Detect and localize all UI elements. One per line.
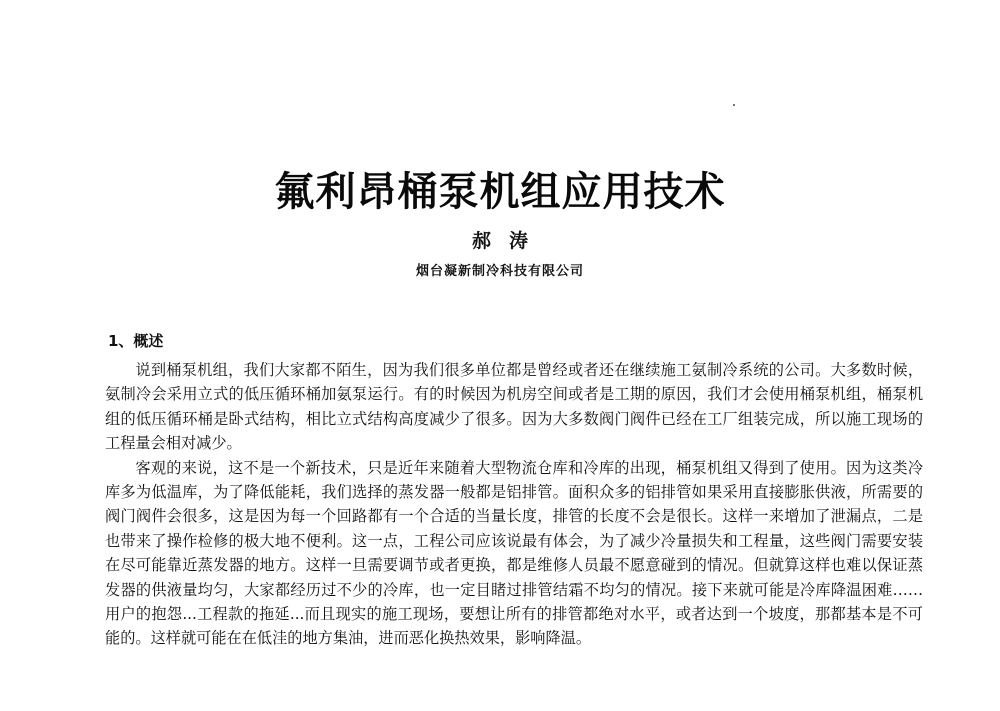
article-title: 氟利昂桶泵机组应用技术	[274, 169, 726, 215]
section-body	[105, 358, 923, 651]
author-affiliation: 烟台凝新制冷科技有限公司	[415, 264, 584, 279]
article-author: 郝涛	[471, 230, 546, 252]
section-heading: 1、概述	[108, 332, 164, 350]
paragraph: 说到桶泵机组，我们大家都不陌生，因为我们很多单位都是曾经或者还在继续施工氨制冷系统的公司。大多数时候，氨制冷会采用立式的低压循环桶加氨泵运行。有的时候因为机房空间或者是工期的原因，我们才会使用桶泵机组，桶泵机组的低压循环桶是卧式结构，相比立式结构高度减少了很多。因为大多数阀门阀件已经在工厂组装完成，所以施工现场的工程量会相对减少。	[105, 361, 923, 453]
paragraph: 客观的来说，这不是一个新技术，只是近年来随着大型物流仓库和冷库的出现，桶泵机组又得到了使用。因为这类冷库多为低温库，为了降低能耗，我们选择的蒸发器一般都是铝排管。面积众多的铝排管如果采用直接膨胀供液，所需要的阀门阀件会很多，这是因为每一个回路都有一个合适的当量长度，排管的长度不会是很长。这样一来增加了泄漏点，二是也带来了操作检修的极大地不便利。这一点，工程公司应该说最有体会，为了减少冷量损失和工程量，这些阀门需要安装在尽可能靠近蒸发器的地方。这样一旦需要调节或者更换，都是维修人员最不愿意碰到的情况。但就算这样也难以保证蒸发器的供液量均匀，大家都经历过不少的冷库，也一定目睹过排管结霜不均匀的情况。接下来就可能是冷库降温困难……用户的抱怨...工程款的拖延...而且现实的施工现场，要想让所有的排管都绝对水平，或者达到一个坡度，那都基本是不可能的。这样就可能在在低洼的地方集油，进而恶化换热效果，影响降温。	[105, 458, 923, 648]
scan-speck	[733, 104, 735, 106]
